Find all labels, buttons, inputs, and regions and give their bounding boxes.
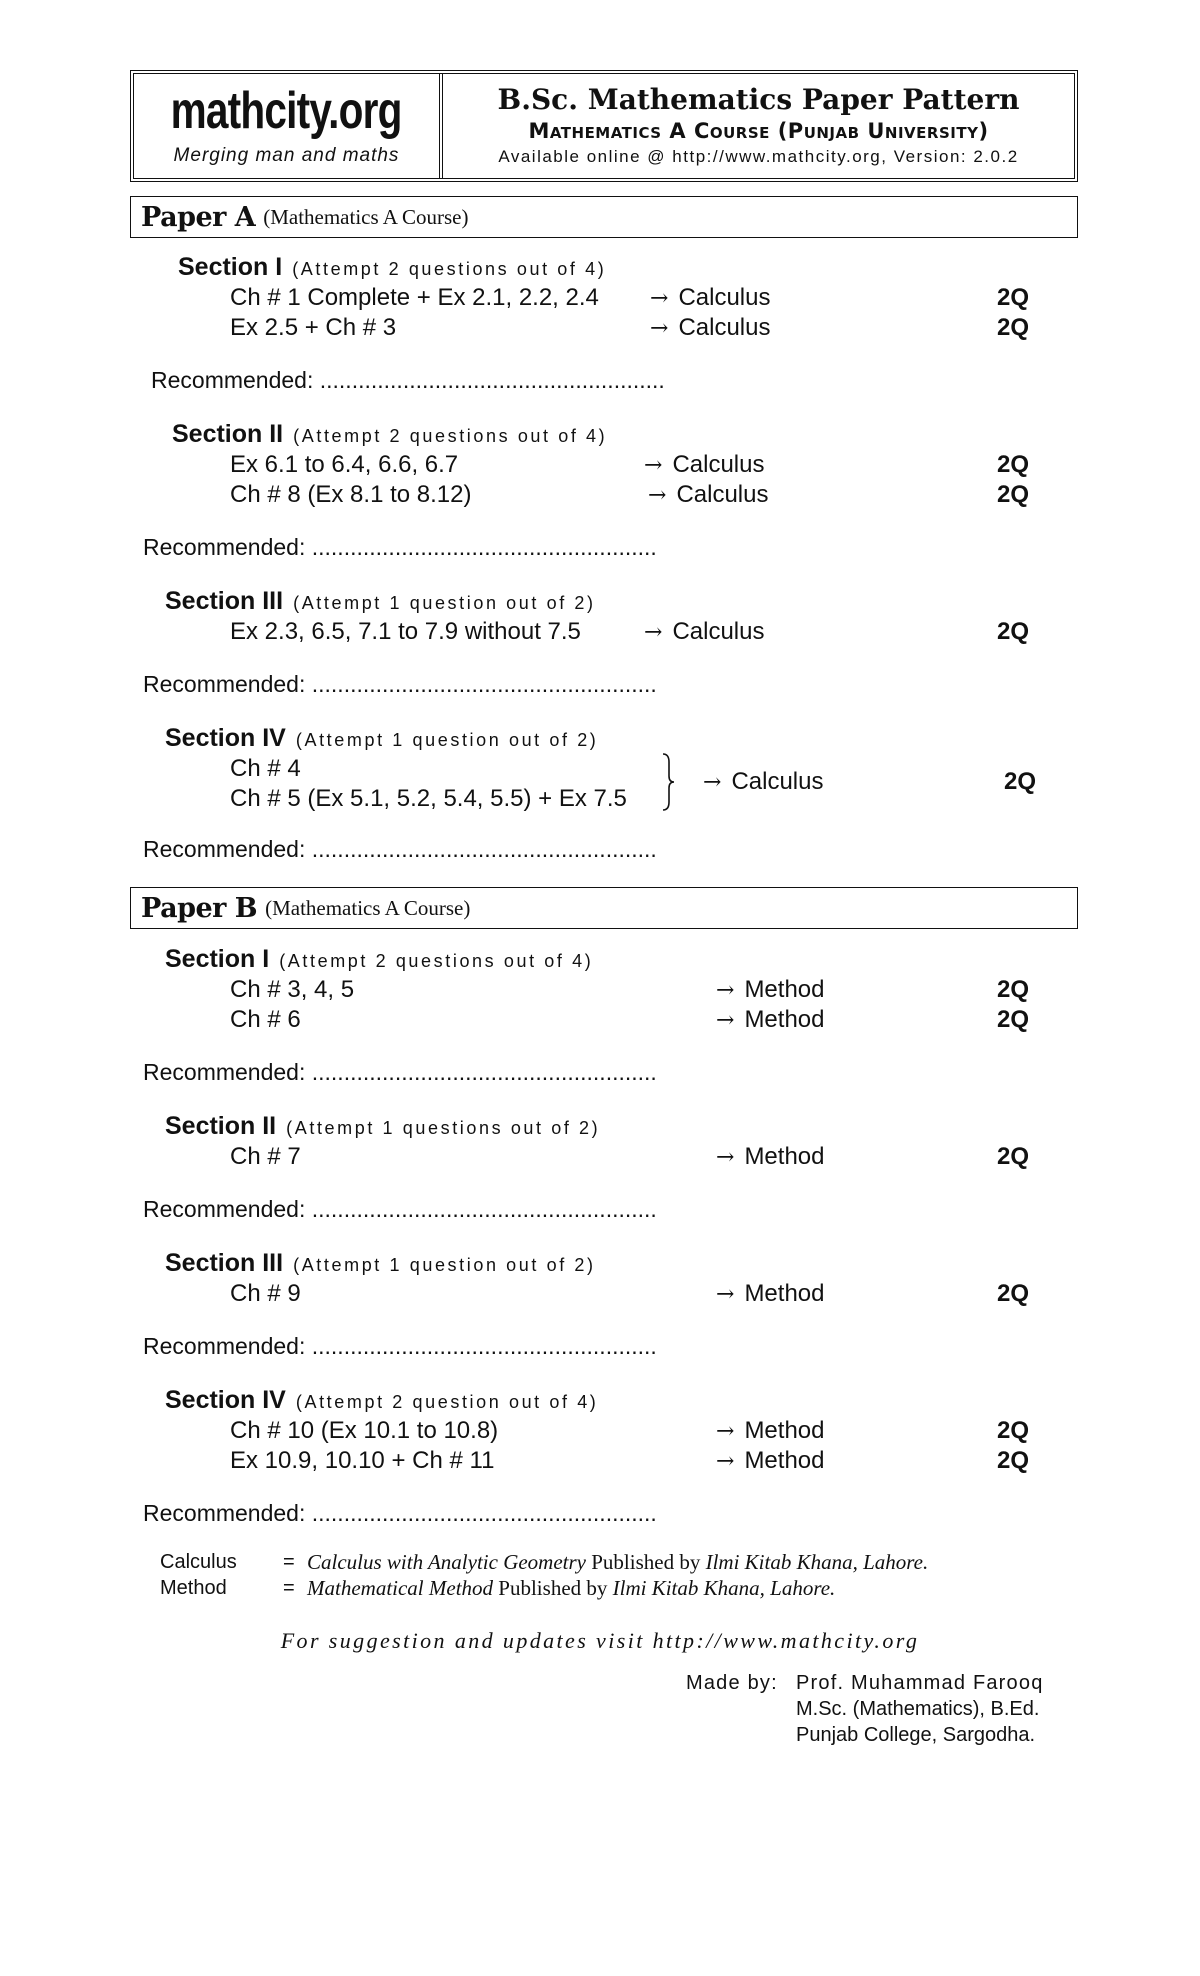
book-title: Calculus with Analytic Geometry — [307, 1550, 586, 1574]
book-label: Calculus — [676, 481, 769, 508]
paper-b-s4-row-2-marks: 2Q — [997, 1447, 1030, 1474]
book-label: Method — [744, 1280, 825, 1307]
arrow-right-icon: → — [703, 770, 722, 795]
paper-a-section-3-title — [165, 587, 596, 616]
recommended-line: Recommended: ...................................................... — [143, 1196, 657, 1222]
recommended-line: Recommended: ...................................................... — [143, 671, 657, 697]
recommended-line: Recommended: ...................................................... — [151, 367, 665, 393]
paper-a-s4-marks: 2Q — [1004, 768, 1037, 795]
site-logo: mathcity.org — [170, 82, 403, 140]
published-by: Published by — [498, 1576, 608, 1600]
legend-key-calculus: Calculus — [160, 1551, 237, 1573]
paper-a-section-1-title — [178, 253, 606, 282]
arrow-right-icon: → — [716, 1008, 735, 1033]
paper-a-s1-row-2-topic: Ex 2.5 + Ch # 3 — [230, 314, 397, 341]
arrow-right-icon: → — [716, 1449, 735, 1474]
paper-a-s4-book — [703, 768, 823, 796]
publisher: Ilmi Kitab Khana, Lahore. — [612, 1576, 836, 1600]
arrow-right-icon: → — [648, 483, 667, 508]
section-attempt: (Attempt 2 questions out of 4) — [279, 951, 594, 971]
paper-a-s2-row-2-topic: Ch # 8 (Ex 8.1 to 8.12) — [230, 481, 472, 508]
arrow-right-icon: → — [650, 286, 669, 311]
paper-b-s4-row-2-topic: Ex 10.9, 10.10 + Ch # 11 — [230, 1447, 495, 1474]
section-title-text: Section II — [165, 1112, 277, 1140]
logo-box — [134, 74, 443, 178]
paper-a-s2-row-1-book — [644, 451, 764, 479]
published-by: Published by — [591, 1550, 701, 1574]
paper-b-section-3-title — [165, 1249, 596, 1278]
paper-a-s1-row-2-marks: 2Q — [997, 314, 1030, 341]
book-label: Calculus — [678, 314, 771, 341]
paper-b-section-2-title — [165, 1112, 600, 1141]
arrow-right-icon: → — [716, 1419, 735, 1444]
legend-key-method: Method — [160, 1577, 227, 1599]
arrow-right-icon: → — [716, 1282, 735, 1307]
section-title-text: Section II — [172, 420, 284, 448]
paper-a-s3-row-1-marks: 2Q — [997, 618, 1030, 645]
paper-b-s3-row-1-book — [716, 1280, 825, 1308]
paper-a-s1-row-1-topic: Ch # 1 Complete + Ex 2.1, 2.2, 2.4 — [230, 284, 599, 311]
book-label: Method — [744, 1447, 825, 1474]
paper-b-name: Paper B — [141, 892, 258, 924]
recommended-line: Recommended: ...................................................... — [143, 1059, 657, 1085]
legend-value-method — [307, 1576, 835, 1601]
paper-a-s1-row-1-marks: 2Q — [997, 284, 1030, 311]
book-label: Method — [744, 1143, 825, 1170]
paper-a-section-4-title — [165, 724, 598, 753]
recommended-line: Recommended: ...................................................... — [143, 1333, 657, 1359]
paper-b-s1-row-2-topic: Ch # 6 — [230, 1006, 301, 1033]
book-label: Method — [744, 976, 825, 1003]
paper-a-course: (Mathematics A Course) — [263, 204, 469, 229]
legend-equals: = — [283, 1551, 295, 1573]
section-title-text: Section IV — [165, 724, 286, 752]
availability-note: Available online @ http://www.mathcity.org, Version: 2.0.2 — [498, 147, 1019, 166]
suggestion-note: For suggestion and updates visit http://www.mathcity.org — [280, 1628, 920, 1653]
paper-a-s2-row-1-marks: 2Q — [997, 451, 1030, 478]
paper-a-s2-row-1-topic: Ex 6.1 to 6.4, 6.6, 6.7 — [230, 451, 459, 478]
paper-b-s3-row-1-marks: 2Q — [997, 1280, 1030, 1307]
book-label: Calculus — [672, 451, 765, 478]
paper-b-s1-row-1-marks: 2Q — [997, 976, 1030, 1003]
document-subtitle: Mathematics A Course (Punjab University) — [528, 119, 989, 143]
paper-b-s1-row-1-book — [716, 976, 825, 1004]
section-attempt: (Attempt 1 question out of 2) — [295, 730, 599, 750]
section-attempt: (Attempt 1 question out of 2) — [293, 593, 596, 613]
section-attempt: (Attempt 2 question out of 4) — [295, 1392, 599, 1412]
paper-a-name: Paper A — [141, 201, 256, 233]
paper-b-header — [130, 887, 1078, 929]
author-qualification: M.Sc. (Mathematics), B.Ed. — [796, 1698, 1040, 1720]
paper-a-section-2-title — [172, 420, 607, 449]
paper-a-s3-row-1-book — [644, 618, 764, 646]
book-title: Mathematical Method — [307, 1576, 494, 1600]
title-box — [443, 74, 1074, 178]
paper-a-s3-row-1-topic: Ex 2.3, 6.5, 7.1 to 7.9 without 7.5 — [230, 618, 581, 645]
paper-b-s4-row-1-marks: 2Q — [997, 1417, 1030, 1444]
section-title-text: Section III — [165, 1249, 284, 1277]
recommended-line: Recommended: ...................................................... — [143, 836, 657, 862]
arrow-right-icon: → — [716, 1145, 735, 1170]
arrow-right-icon: → — [716, 978, 735, 1003]
header-box — [130, 70, 1078, 182]
section-title-text: Section III — [165, 587, 284, 615]
paper-a-s1-row-1-book — [650, 284, 770, 312]
section-attempt: (Attempt 1 question out of 2) — [293, 1255, 596, 1275]
section-title-text: Section I — [165, 945, 270, 973]
section-attempt: (Attempt 2 questions out of 4) — [292, 259, 607, 279]
legend-value-calculus — [307, 1550, 928, 1575]
paper-b-section-4-title — [165, 1386, 598, 1415]
paper-a-s4-row-1-topic: Ch # 4 — [230, 755, 301, 782]
paper-b-s1-row-1-topic: Ch # 3, 4, 5 — [230, 976, 355, 1003]
paper-b-s4-row-1-book — [716, 1417, 825, 1445]
paper-b-s4-row-1-topic: Ch # 10 (Ex 10.1 to 10.8) — [230, 1417, 499, 1444]
paper-a-s1-row-2-book — [650, 314, 770, 342]
paper-b-s2-row-1-topic: Ch # 7 — [230, 1143, 301, 1170]
paper-a-s4-row-2-topic: Ch # 5 (Ex 5.1, 5.2, 5.4, 5.5) + Ex 7.5 — [230, 785, 627, 812]
paper-b-s1-row-2-marks: 2Q — [997, 1006, 1030, 1033]
section-title-text: Section I — [178, 253, 283, 281]
paper-b-s4-row-2-book — [716, 1447, 825, 1475]
paper-b-s3-row-1-topic: Ch # 9 — [230, 1280, 301, 1307]
made-by-label: Made by: — [686, 1672, 778, 1694]
publisher: Ilmi Kitab Khana, Lahore. — [705, 1550, 929, 1574]
paper-b-section-1-title — [165, 945, 593, 974]
recommended-line: Recommended: ...................................................... — [143, 1500, 657, 1526]
book-label: Method — [744, 1417, 825, 1444]
paper-b-s2-row-1-book — [716, 1143, 825, 1171]
recommended-line: Recommended: ...................................................... — [143, 534, 657, 560]
author-college: Punjab College, Sargodha. — [796, 1724, 1036, 1746]
right-brace-icon — [660, 752, 676, 812]
book-label: Method — [744, 1006, 825, 1033]
paper-b-s1-row-2-book — [716, 1006, 825, 1034]
paper-b-s2-row-1-marks: 2Q — [997, 1143, 1030, 1170]
section-attempt: (Attempt 2 questions out of 4) — [293, 426, 608, 446]
paper-a-s2-row-2-marks: 2Q — [997, 481, 1030, 508]
legend-equals: = — [283, 1577, 295, 1599]
author-name: Prof. Muhammad Farooq — [796, 1672, 1044, 1694]
paper-a-s2-row-2-book — [648, 481, 768, 509]
document-title: B.Sc. Mathematics Paper Pattern — [497, 83, 1020, 116]
section-title-text: Section IV — [165, 1386, 286, 1414]
book-label: Calculus — [678, 284, 771, 311]
arrow-right-icon: → — [644, 620, 663, 645]
paper-b-course: (Mathematics A Course) — [265, 895, 471, 920]
site-tagline: Merging man and maths — [173, 145, 400, 166]
arrow-right-icon: → — [644, 453, 663, 478]
arrow-right-icon: → — [650, 316, 669, 341]
section-attempt: (Attempt 1 questions out of 2) — [286, 1118, 601, 1138]
book-label: Calculus — [731, 768, 824, 795]
book-label: Calculus — [672, 618, 765, 645]
paper-a-header — [130, 196, 1078, 238]
